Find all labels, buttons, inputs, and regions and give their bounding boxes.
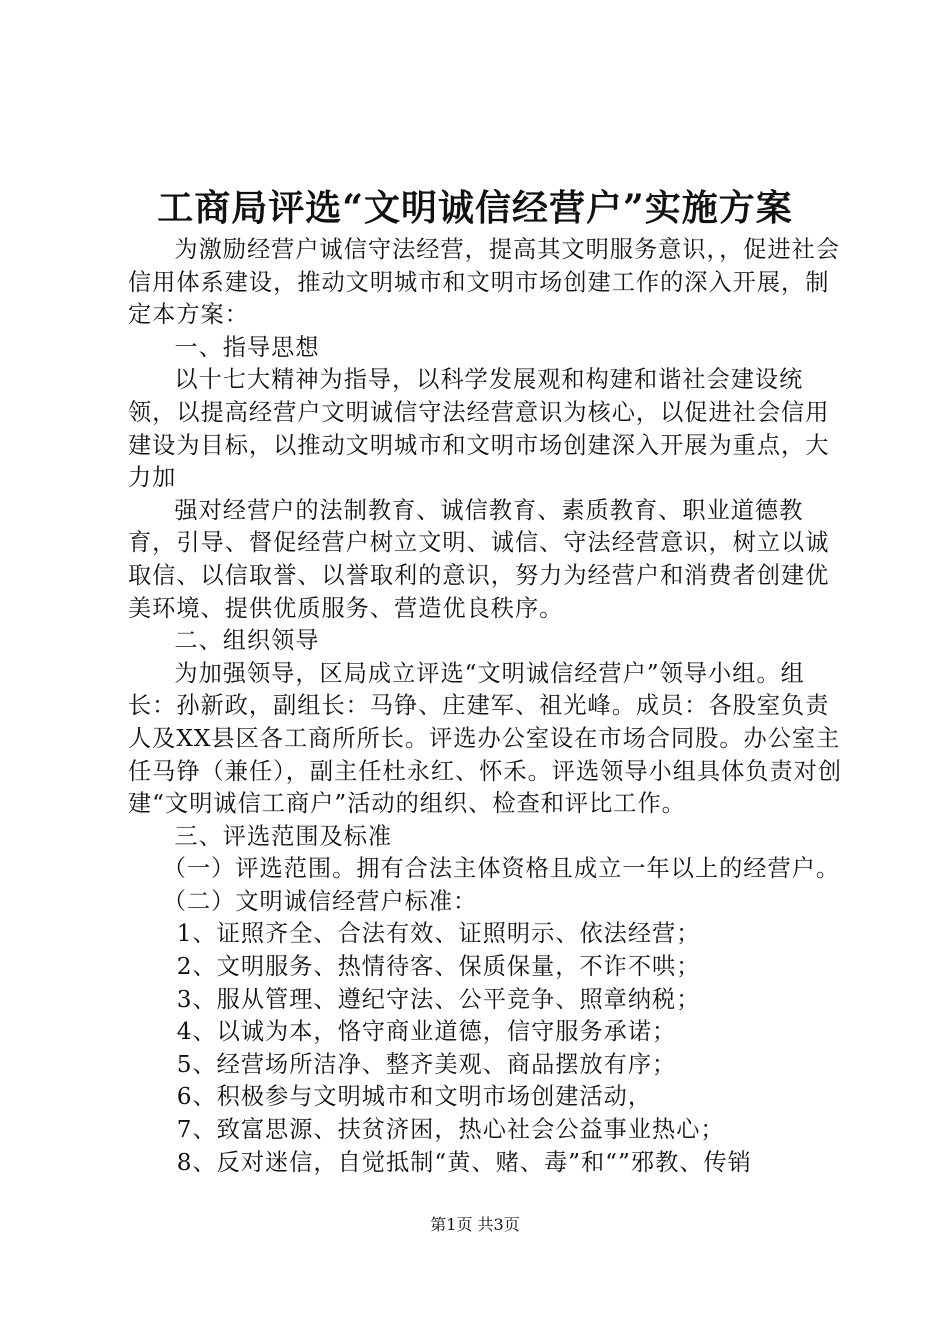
list-item: 1、证照齐全、合法有效、证照明示、依法经营； bbox=[176, 920, 701, 948]
document-title: 工商局评选“文明诚信经营户”实施方案 bbox=[157, 187, 793, 229]
list-item: 5、经营场所洁净、整齐美观、商品摆放有序； bbox=[176, 1050, 677, 1078]
scope-paragraph: （一）评选范围。拥有合法主体资格且成立一年以上的经营户。 bbox=[162, 855, 841, 883]
list-item: 3、服从管理、遵纪守法、公平竞争、照章纳税； bbox=[176, 985, 701, 1013]
organization-paragraph: 为加强领导，区局成立评选“文明诚信经营户”领导小组。组长：孙新政，副组长：马铮、庄建军、祖光峰。成员：各股室负责人及XX县区各工商所所长。评选办公室设在市场合同股。办公室主任马铮（兼任），副主任杜永红、怀禾。评选领导小组具体负责对创建“文明诚信工商户”活动的组织、检查和评比工作。 bbox=[128, 659, 843, 818]
list-item: 2、文明服务、热情待客、保质保量，不诈不哄； bbox=[176, 953, 701, 981]
list-item: 6、积极参与文明城市和文明市场创建活动， bbox=[176, 1083, 653, 1111]
section-heading-guiding-ideology: 一、指导思想 bbox=[174, 333, 320, 361]
list-item: 7、致富思源、扶贫济困，热心社会公益事业热心； bbox=[176, 1116, 725, 1144]
guiding-ideology-paragraph: 以十七大精神为指导，以科学发展观和构建和谐社会建设统领，以提高经营户文明诚信守法经营意识为核心，以促进社会信用建设为目标，以推动文明城市和文明市场创建深入开展为重点，大力加 bbox=[128, 366, 830, 492]
intro-paragraph: 为激励经营户诚信守法经营，提高其文明服务意识，，促进社会信用体系建设，推动文明城市和文明市场创建工作的深入开展，制定本方案： bbox=[128, 236, 841, 329]
section-heading-organization: 二、组织领导 bbox=[174, 627, 320, 655]
document-body bbox=[128, 234, 848, 1179]
list-item: 4、以诚为本，恪守商业道德，信守服务承诺； bbox=[176, 1018, 677, 1046]
standards-heading: （二）文明诚信经营户标准： bbox=[162, 887, 478, 915]
page-number-footer: 第1页 共3页 bbox=[430, 1215, 520, 1234]
list-item: 8、反对迷信，自觉抵制“黄、赌、毒”和“”邪教、传销 bbox=[176, 1148, 752, 1176]
section-heading-scope-standards: 三、评选范围及标准 bbox=[174, 822, 393, 850]
guiding-ideology-continued: 强对经营户的法制教育、诚信教育、素质教育、职业道德教育，引导、督促经营户树立文明、诚信、守法经营意识，树立以诚取信、以信取誉、以誉取利的意识，努力为经营户和消费者创建优美环境、提供优质服务、营造优良秩序。 bbox=[128, 496, 830, 622]
